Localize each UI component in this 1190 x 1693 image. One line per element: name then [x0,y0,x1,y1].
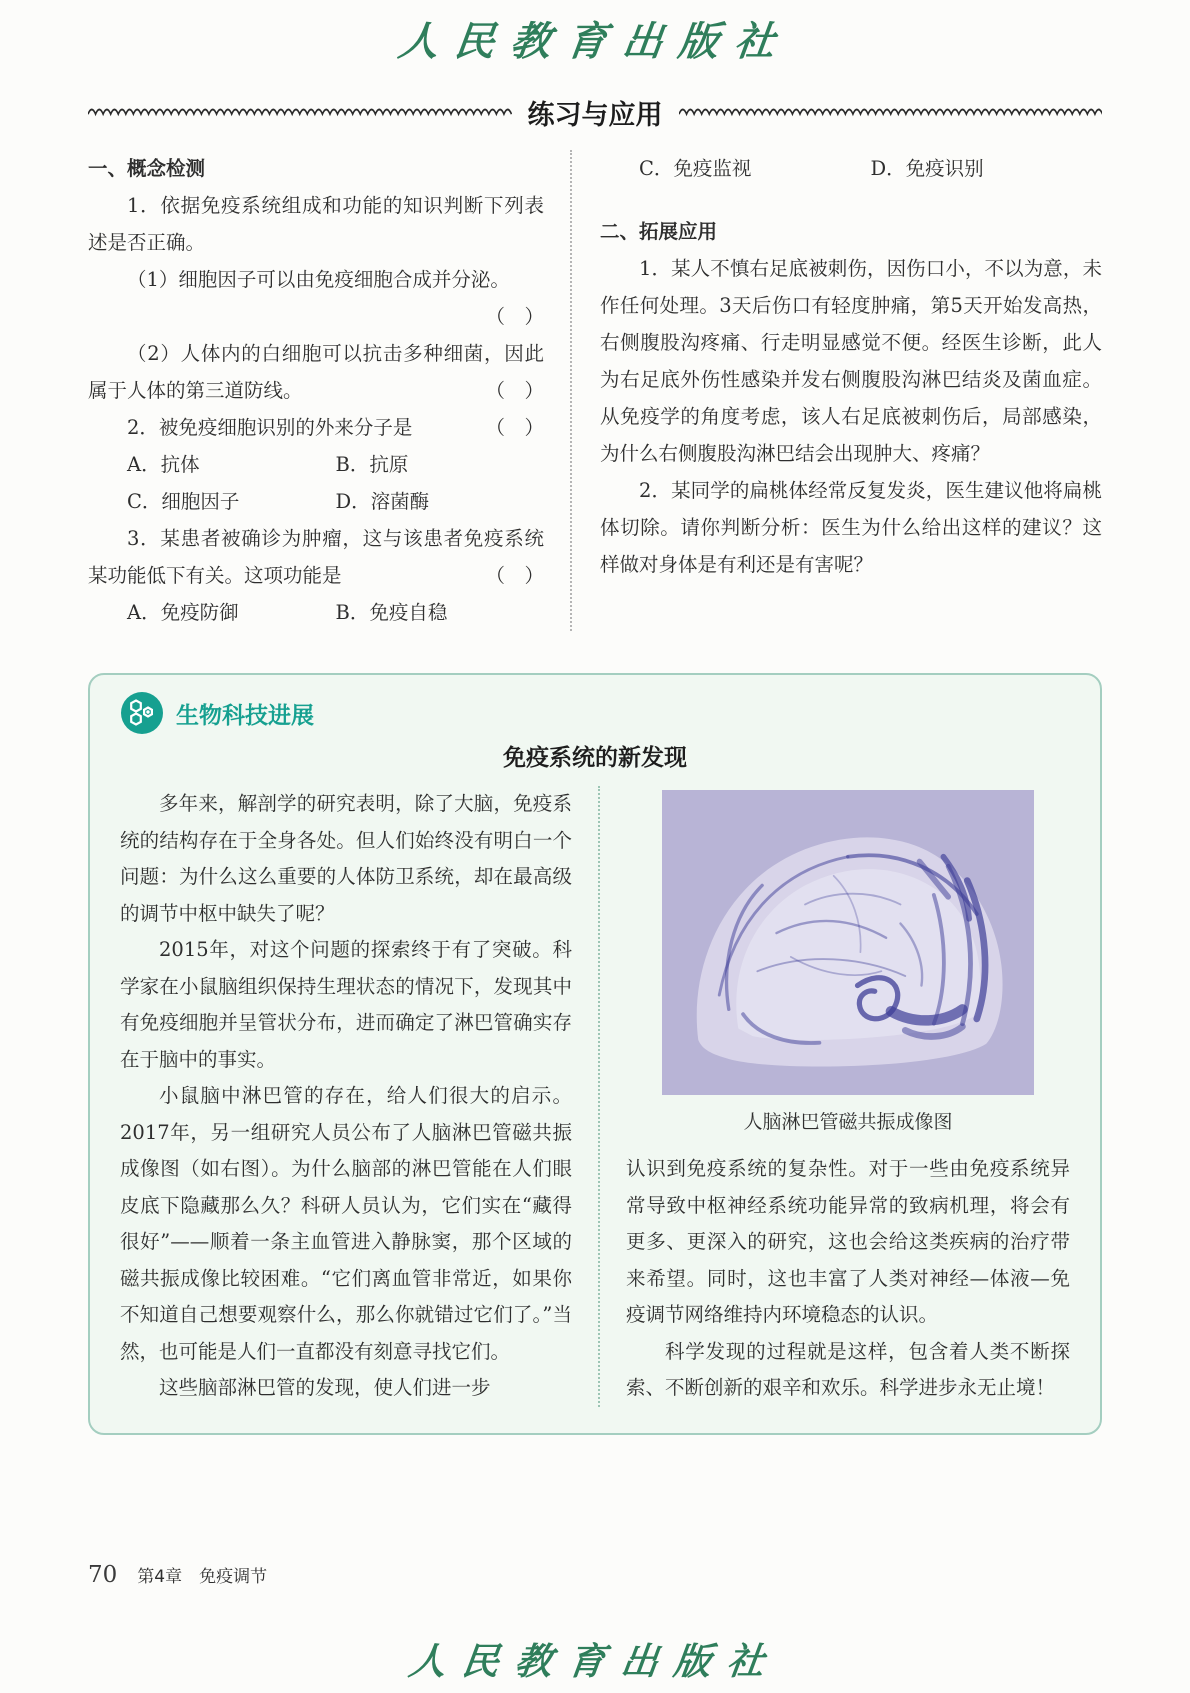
question-2-body: 2．被免疫细胞识别的外来分子是 [127,416,413,439]
option-c: C．免疫监视 [639,157,752,180]
page-number: 70 [88,1562,118,1588]
wavy-divider-right [679,106,1103,120]
option-d: D．免疫识别 [870,157,984,180]
publisher-logo-top: 人民教育出版社 [395,18,794,65]
question-1b-text [88,335,544,409]
extension-heading: 二、拓展应用 [600,220,718,243]
option-b: B．免疫自稳 [335,601,448,624]
extension-question-1: 1．某人不慎右足底被刺伤，因伤口小，不以为意，未作任何处理。3天后伤口有轻度肿痛，第5天开始发高热，右侧腹股沟疼痛、行走明显感觉不便。经医生诊断，此人为右足底外伤性感染并发右侧腹股沟淋巴结炎及菌血症。从免疫学的角度考虑，该人右足底被刺伤后，局部感染，为什么右侧腹股沟淋巴结会出现肿大、疼痛？ [600,257,1102,465]
publisher-logo-bottom: 人民教育出版社 [406,1639,783,1683]
page-footer [88,1562,267,1588]
question-2-answer-blank: （ ） [485,416,544,439]
hexagon-cells-icon [120,691,164,735]
question-1b-body: （2）人体内的白细胞可以抗击多种细菌，因此属于人体的第三道防线。 [88,342,544,402]
option-c: C．细胞因子 [127,490,240,513]
wavy-divider-left [88,106,512,120]
question-3-options-row-2 [600,150,1102,187]
box-paragraph: 2015年，对这个问题的探索终于有了突破。科学家在小鼠脑组织保持生理状态的情况下，发现其中有免疫细胞并呈管状分布，进而确定了淋巴管确实存在于脑中的事实。 [120,938,572,1071]
brain-mri-image [662,790,1034,1095]
option-a: A．免疫防御 [127,601,239,624]
concept-check-heading: 一、概念检测 [88,157,206,180]
textbook-page [0,10,1190,1435]
box-column-left [120,786,598,1407]
box-column-right [598,786,1070,1407]
question-3-answer-blank: （ ） [485,564,544,587]
question-2-options-row-2 [88,483,544,520]
extension-question-2: 2．某同学的扁桃体经常反复发炎，医生建议他将扁桃体切除。请你判断分析：医生为什么给出这样的建议？这样做对身体是有利还是有害呢？ [600,479,1102,576]
box-paragraph: 认识到免疫系统的复杂性。对于一些由免疫系统异常导致中枢神经系统功能异常的致病机理，将会有更多、更深入的研究，这也会给这类疾病的治疗带来希望。同时，这也丰富了人类对神经—体液—免疫调节网络维持内环境稳态的认识。 [626,1157,1070,1327]
box-paragraph: 科学发现的过程就是这样，包含着人类不断探索、不断创新的艰辛和欢乐。科学进步永无止境！ [626,1339,1070,1400]
exercise-columns [88,150,1102,631]
exercise-column-right [570,150,1102,631]
box-paragraph: 这些脑部淋巴管的发现，使人们进一步 [159,1376,491,1399]
question-2-text [88,409,544,446]
question-1b-answer-blank: （ ） [485,379,544,402]
box-paragraph: 多年来，解剖学的研究表明，除了大脑，免疫系统的结构存在于全身各处。但人们始终没有明白一个问题：为什么这么重要的人体防卫系统，却在最高级的调节中枢中缺失了呢？ [120,792,572,925]
biotech-badge [120,689,1070,737]
figure-brain-mri [662,790,1034,1095]
question-2-options-row-1 [88,446,544,483]
section-header [88,93,1102,132]
section-title: 练习与应用 [527,100,663,131]
exercise-column-left [88,150,570,631]
question-1a-answer-blank: （ ） [485,305,544,328]
question-3-options-row-1 [88,594,544,631]
box-title: 免疫系统的新发现 [503,745,687,771]
question-3-text [88,520,544,594]
option-a: A．抗体 [127,453,200,476]
chapter-label: 第4章 免疫调节 [137,1567,268,1587]
biotech-progress-box [88,673,1102,1435]
question-1a-text: （1）细胞因子可以由免疫细胞合成并分泌。 [127,268,510,291]
box-paragraph: 小鼠脑中淋巴管的存在，给人们很大的启示。2017年，另一组研究人员公布了人脑淋巴管磁共振成像图（如右图）。为什么脑部的淋巴管能在人们眼皮底下隐藏那么久？科研人员认为，它们实在“藏得很好”——顺着一条主血管进入静脉窦，那个区域的磁共振成像比较困难。“它们离血管非常近，如果你不知道自己想要观察什么，那么你就错过它们了。”当然，也可能是人们一直都没有刻意寻找它们。 [120,1084,572,1363]
figure-caption: 人脑淋巴管磁共振成像图 [743,1111,953,1134]
biotech-badge-label: 生物科技进展 [176,702,314,729]
option-d: D．溶菌酶 [335,490,430,513]
question-3-body: 3．某患者被确诊为肿瘤，这与该患者免疫系统某功能低下有关。这项功能是 [88,527,544,587]
box-columns [120,786,1070,1407]
question-1-intro: 1．依据免疫系统组成和功能的知识判断下列表述是否正确。 [88,194,544,254]
option-b: B．抗原 [335,453,409,476]
